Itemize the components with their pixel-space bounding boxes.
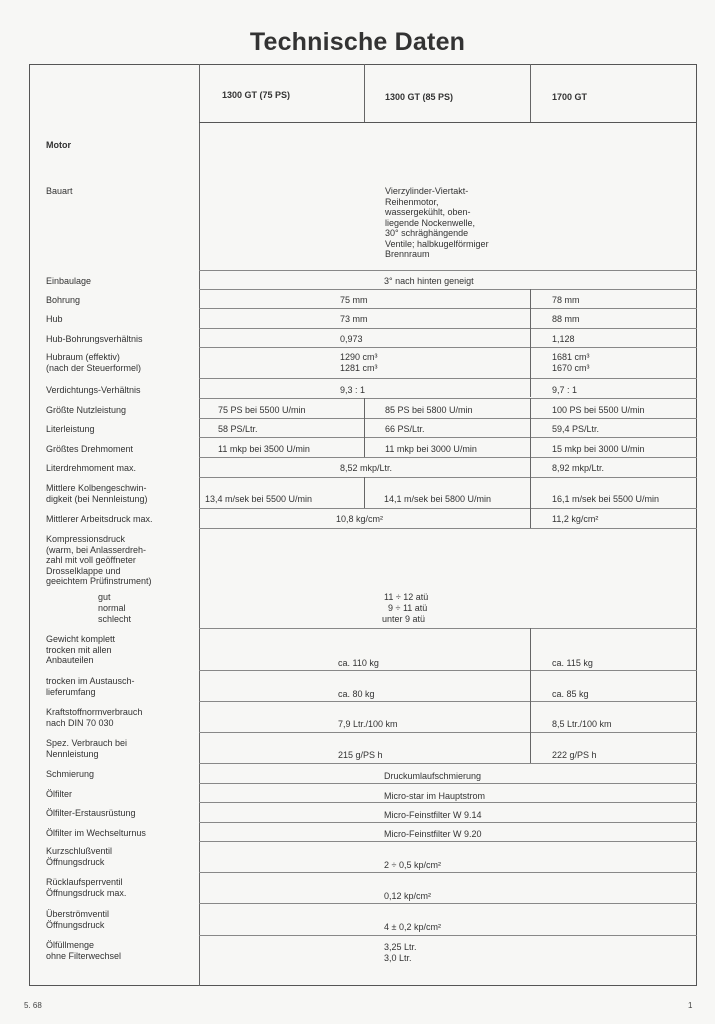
label-kurzschluss-line1: Kurzschlußventil (46, 846, 113, 856)
row-rule (199, 822, 697, 823)
label-nutzleistung: Größte Nutzleistung (46, 405, 127, 415)
label-oelfilter-erstausruestung: Ölfilter-Erstausrüstung (46, 808, 136, 818)
value-hub-1300: 73 mm (340, 314, 368, 324)
column-divider-1 (364, 64, 365, 122)
row-rule (199, 903, 697, 904)
label-ruecklauf-line2: Öffnungsdruck max. (46, 887, 127, 898)
label-kompr-line2: (warm, bei Anlasserdreh- (46, 544, 147, 555)
footer-date: 5. 68 (24, 1001, 42, 1010)
label-kompr-normal: normal (98, 603, 126, 613)
value-hubraum-1300-eff: 1290 cm³ (340, 352, 378, 362)
row-rule (199, 347, 697, 348)
value-hub-bohrung-1300: 0,973 (340, 334, 363, 344)
label-ruecklauf-line1: Rücklaufsperrventil (46, 877, 123, 887)
value-literdrehmoment-1700: 8,92 mkp/Ltr. (552, 463, 605, 473)
cell-divider (530, 347, 531, 397)
label-arbeitsdruck: Mittlerer Arbeitsdruck max. (46, 514, 153, 524)
value-arbeitsdruck-1300: 10,8 kg/cm² (336, 514, 384, 524)
label-hubraum-line2: (nach der Steuerformel) (46, 362, 142, 373)
value-oelfuellmenge (384, 942, 417, 963)
row-rule (199, 270, 697, 271)
spec-table-frame (29, 64, 697, 986)
label-spez-line2: Nennleistung (46, 748, 99, 759)
value-gewicht-1700: ca. 115 kg (552, 658, 593, 668)
row-rule (199, 841, 697, 842)
cell-divider (530, 628, 531, 763)
value-austausch-1300: ca. 80 kg (338, 689, 375, 699)
value-ruecklaufsperrventil: 0,12 kp/cm² (384, 891, 432, 901)
label-kraftstoff (46, 707, 142, 728)
row-rule (199, 872, 697, 873)
label-gewicht-line3: Anbauteilen (46, 655, 94, 665)
label-oelfuell-line1: Ölfüllmenge (46, 940, 95, 950)
value-bauart-line4: liegende Nockenwelle, (385, 217, 476, 228)
label-austausch (46, 676, 135, 697)
value-spez-1700: 222 g/PS h (552, 750, 597, 760)
value-hubraum-1300 (340, 352, 378, 373)
label-bauart: Bauart (46, 186, 73, 196)
label-literdrehmoment: Literdrehmoment max. (46, 463, 137, 473)
value-einbaulage: 3° nach hinten geneigt (384, 276, 474, 286)
label-kraftstoff-line1: Kraftstoffnormverbrauch (46, 707, 143, 717)
row-rule (199, 528, 697, 529)
label-austausch-line1: trocken im Austausch- (46, 676, 135, 686)
label-kolben-line1: Mittlere Kolbengeschwin- (46, 483, 147, 493)
column-divider-label (199, 64, 200, 986)
value-ueberstroemventil: 4 ± 0,2 kp/cm² (384, 922, 441, 932)
value-arbeitsdruck-1700: 11,2 kg/cm² (552, 514, 599, 524)
value-oelfilter-erstausruestung: Micro-Feinstfilter W 9.14 (384, 810, 482, 820)
label-gewicht-line1: Gewicht komplett (46, 634, 116, 644)
row-rule (199, 308, 697, 309)
label-ueberstroemventil (46, 909, 109, 930)
label-kompr-gut: gut (98, 592, 111, 602)
footer-page-number: 1 (688, 1001, 693, 1010)
value-literleistung-85: 66 PS/Ltr. (385, 424, 425, 434)
section-motor: Motor (46, 140, 71, 150)
value-schmierung: Druckumlaufschmierung (384, 771, 482, 781)
row-rule (199, 935, 697, 936)
value-drehmoment-1700: 15 mkp bei 3000 U/min (552, 444, 645, 454)
cell-divider (364, 398, 365, 457)
value-bohrung-1300: 75 mm (340, 295, 368, 305)
value-oelfilter: Micro-star im Hauptstrom (384, 791, 486, 801)
cell-divider (530, 398, 531, 477)
label-literleistung: Literleistung (46, 424, 95, 434)
row-rule (199, 508, 697, 509)
value-austausch-1700: ca. 85 kg (552, 689, 589, 699)
value-kompr-normal: 9 ÷ 11 atü (388, 603, 428, 613)
label-kurzschlussventil (46, 846, 112, 867)
value-spez-1300: 215 g/PS h (338, 750, 383, 760)
label-kompr-line1: Kompressionsdruck (46, 534, 126, 544)
value-bauart-line5: 30° schräghängende (385, 228, 469, 238)
value-bauart-line6: Ventile; halbkugelförmiger (385, 238, 489, 249)
value-kompr-gut: 11 ÷ 12 atü (384, 592, 429, 602)
cell-divider (530, 477, 531, 528)
row-rule (199, 670, 697, 671)
label-ueberstrom-line1: Überströmventil (46, 909, 110, 919)
row-rule (199, 783, 697, 784)
row-rule (199, 378, 697, 379)
value-verdichtung-1300: 9,3 : 1 (340, 385, 366, 395)
row-rule (199, 628, 697, 629)
label-gewicht (46, 634, 115, 666)
label-kompressionsdruck (46, 534, 152, 587)
header-1300gt-85: 1300 GT (85 PS) (385, 92, 454, 102)
value-nutzleistung-85: 85 PS bei 5800 U/min (385, 405, 473, 415)
label-kraftstoff-line2: nach DIN 70 030 (46, 717, 114, 728)
value-bauart-line7: Brennraum (385, 249, 430, 259)
value-literleistung-75: 58 PS/Ltr. (218, 424, 258, 434)
row-rule (199, 328, 697, 329)
value-hub-1700: 88 mm (552, 314, 580, 324)
value-verdichtung-1700: 9,7 : 1 (552, 385, 578, 395)
value-bohrung-1700: 78 mm (552, 295, 580, 305)
value-nutzleistung-75: 75 PS bei 5500 U/min (218, 405, 306, 415)
label-austausch-line2: lieferumfang (46, 686, 96, 697)
label-oelfilter-wechselturnus: Ölfilter im Wechselturnus (46, 828, 146, 838)
label-oelfilter: Ölfilter (46, 789, 73, 799)
label-hubraum-line1: Hubraum (effektiv) (46, 352, 120, 362)
value-gewicht-1300: ca. 110 kg (338, 658, 379, 668)
label-gewicht-line2: trocken mit allen (46, 644, 112, 655)
header-1300gt-75: 1300 GT (75 PS) (222, 90, 291, 100)
row-rule (199, 732, 697, 733)
label-kolben-line2: digkeit (bei Nennleistung) (46, 493, 148, 504)
label-kompr-line3: zahl mit voll geöffneter (46, 555, 136, 565)
row-rule (199, 457, 697, 458)
value-drehmoment-85: 11 mkp bei 3000 U/min (385, 444, 477, 454)
label-spez-verbrauch (46, 738, 127, 759)
value-kolben-75: 13,4 m/sek bei 5500 U/min (205, 494, 313, 504)
value-literdrehmoment-1300: 8,52 mkp/Ltr. (340, 463, 393, 473)
row-rule (199, 763, 697, 764)
column-divider-2 (530, 64, 531, 122)
value-hubraum-1700-eff: 1681 cm³ (552, 352, 590, 362)
value-kolben-85: 14,1 m/sek bei 5800 U/min (384, 494, 492, 504)
header-1700gt: 1700 GT (552, 92, 588, 102)
value-nutzleistung-1700: 100 PS bei 5500 U/min (552, 405, 645, 415)
label-kompr-schlecht: schlecht (98, 614, 132, 624)
value-hubraum-1300-steuer: 1281 cm³ (340, 362, 378, 373)
value-hubraum-1700 (552, 352, 590, 373)
label-kompr-line4: Drosselklappe und (46, 565, 121, 576)
label-verdichtung: Verdichtungs-Verhältnis (46, 385, 141, 395)
row-rule (199, 437, 697, 438)
value-oelfuell-line1: 3,25 Ltr. (384, 942, 417, 952)
cell-divider (530, 289, 531, 347)
value-kraftstoff-1300: 7,9 Ltr./100 km (338, 719, 398, 729)
row-rule (199, 802, 697, 803)
label-hub: Hub (46, 314, 63, 324)
label-kolbengeschwindigkeit (46, 483, 148, 504)
label-bohrung: Bohrung (46, 295, 81, 305)
value-bauart (385, 186, 525, 260)
value-kolben-1700: 16,1 m/sek bei 5500 U/min (552, 494, 660, 504)
row-rule (199, 289, 697, 290)
label-kurzschluss-line2: Öffnungsdruck (46, 856, 105, 867)
value-bauart-line2: Reihenmotor, (385, 196, 439, 207)
label-spez-line1: Spez. Verbrauch bei (46, 738, 128, 748)
value-literleistung-1700: 59,4 PS/Ltr. (552, 424, 600, 434)
row-rule (199, 477, 697, 478)
value-drehmoment-75: 11 mkp bei 3500 U/min (218, 444, 310, 454)
row-rule (199, 701, 697, 702)
label-hub-bohrung: Hub-Bohrungsverhältnis (46, 334, 143, 344)
label-oelfuellmenge (46, 940, 121, 961)
label-oelfuell-line2: ohne Filterwechsel (46, 950, 122, 961)
value-hub-bohrung-1700: 1,128 (552, 334, 575, 344)
value-kurzschlussventil: 2 ÷ 0,5 kp/cm² (384, 860, 441, 870)
label-ruecklaufsperrventil (46, 877, 126, 898)
value-kompr-schlecht: unter 9 atü (382, 614, 426, 624)
value-hubraum-1700-steuer: 1670 cm³ (552, 362, 590, 373)
row-rule (199, 398, 697, 399)
label-einbaulage: Einbaulage (46, 276, 92, 286)
label-drehmoment: Größtes Drehmoment (46, 444, 134, 454)
label-ueberstrom-line2: Öffnungsdruck (46, 919, 105, 930)
label-kompr-line5: geeichtem Prüfinstrument) (46, 576, 152, 586)
value-bauart-line1: Vierzylinder-Viertakt- (385, 186, 469, 196)
header-rule (199, 122, 697, 123)
cell-divider (364, 477, 365, 508)
value-oelfuell-line2: 3,0 Ltr. (384, 952, 412, 963)
value-bauart-line3: wassergekühlt, oben- (385, 207, 471, 217)
page-title: Technische Daten (249, 28, 466, 56)
label-hubraum (46, 352, 141, 373)
row-rule (199, 418, 697, 419)
value-oelfilter-wechselturnus: Micro-Feinstfilter W 9.20 (384, 829, 482, 839)
label-schmierung: Schmierung (46, 769, 95, 779)
value-kraftstoff-1700: 8,5 Ltr./100 km (552, 719, 612, 729)
